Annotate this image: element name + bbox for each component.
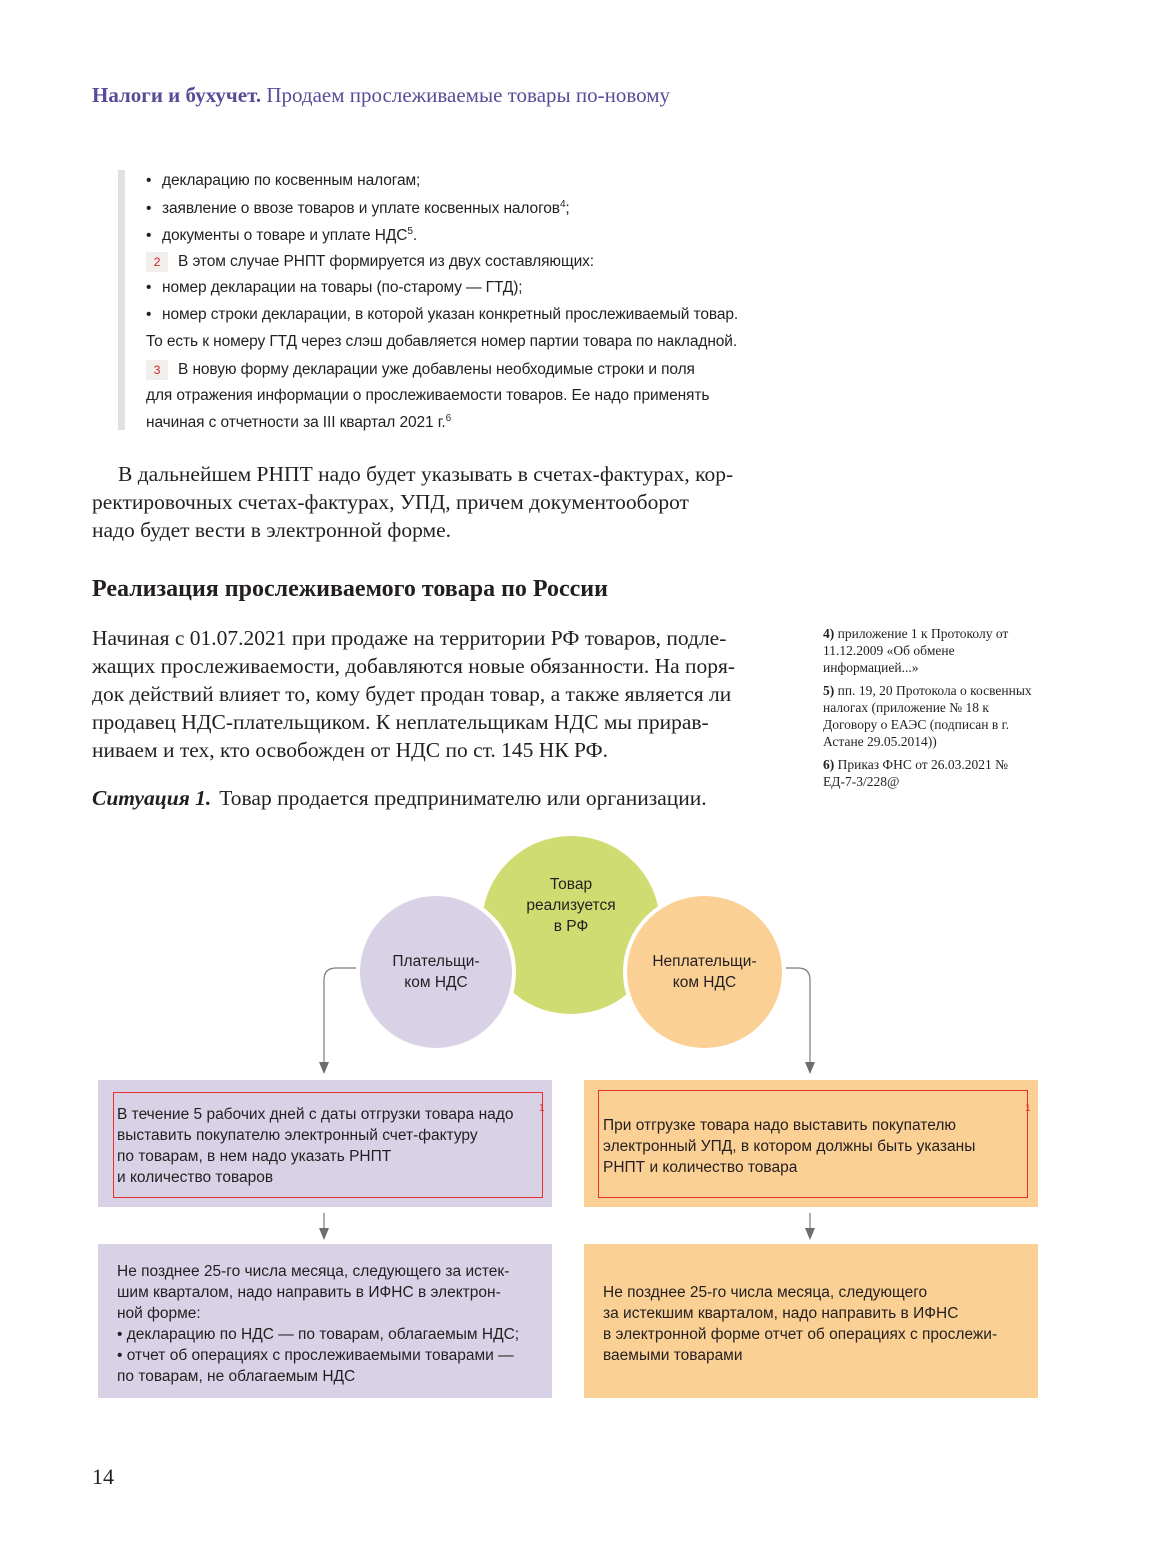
- section-heading: Реализация прослеживаемого товара по России: [92, 576, 608, 602]
- situation-text: Товар продается предпринимателю или организации.: [219, 786, 707, 810]
- box-nonpayer-report: Не позднее 25-го числа месяца, следующего за истекшим кварталом, надо направить в ИФНС в электронной форме отчет об операциях с прослежи- ваемыми товарами: [584, 1244, 1038, 1398]
- sidebox-line: • документы о товаре и уплате НДС$^5$.: [146, 226, 418, 245]
- right-arrowhead-2: [805, 1228, 815, 1240]
- left-connector: [324, 968, 356, 1062]
- box-payer-report: Не позднее 25-го числа месяца, следующего за истек- шим кварталом, надо направить в ИФНС в электрон- ной форме: • декларацию по НДС — по товарам, облагаемым НДС; • отчет об операциях с прослеживаемыми товарами — по товарам, не облагаемым НДС: [98, 1244, 552, 1398]
- circle-vat-payer: Плательщи- ком НДС: [356, 892, 516, 1052]
- sidebox-line: • номер декларации на товары (по-старому — ГТД);: [146, 279, 523, 296]
- left-arrowhead: [319, 1062, 329, 1074]
- intro-paragraph: В дальнейшем РНПТ надо будет указывать в счетах-фактурах, кор- ректировочных счетах-фактурах, УПД, причем документооборот надо будет вести в электронной форме.: [92, 462, 734, 542]
- right-arrowhead: [805, 1062, 815, 1074]
- body-paragraph: Начиная с 01.07.2021 при продаже на территории РФ товаров, подле- жащих прослеживаемости, добавляются новые обязанности. На поря- док действий влияет то, кому будет продан товар, а также является ли продавец НДС-плательщиком. К неплательщикам НДС мы прирав- ниваем и тех, кто освобожден от НДС по ст. 145 НК РФ.: [92, 626, 736, 762]
- footnote: 4) приложение 1 к Протоколу от 11.12.2009 «Об обмене информацией...»: [823, 626, 1009, 675]
- box-nonpayer-upd: 1 При отгрузке товара надо выставить покупателю электронный УПД, в котором должны быть указаны РНПТ и количество товара: [584, 1080, 1038, 1207]
- marker-2: 2: [146, 252, 168, 272]
- page-number: 14: [92, 1464, 114, 1489]
- frame-mark: 1: [539, 1103, 545, 1114]
- footnote: 5) пп. 19, 20 Протокола о косвенных налогах (приложение № 18 к Договору о ЕАЭС (подписан в г. Астане 29.05.2014)): [823, 683, 1032, 749]
- marker-3: 3: [146, 360, 168, 380]
- sidebox-line: для отражения информации о прослеживаемости товаров. Ее надо применять: [146, 387, 710, 404]
- sidebox-line: • декларацию по косвенным налогам;: [146, 172, 421, 189]
- right-connector: [786, 968, 810, 1062]
- sidebox-line: 3 В новую форму декларации уже добавлены необходимые строки и поля: [146, 360, 695, 380]
- situation-label: Ситуация 1.: [92, 786, 212, 810]
- sidebox-line: начиная с отчетности за III квартал 2021 г.$^6$: [146, 413, 452, 432]
- circle-non-vat-payer: Неплательщи- ком НДС: [623, 892, 786, 1052]
- frame-mark: 1: [1025, 1103, 1031, 1114]
- footnote: 6) Приказ ФНС от 26.03.2021 № ЕД-7-3/228@: [823, 757, 1009, 789]
- circle-goods-sold: Товар реализуется в РФ: [482, 836, 660, 1014]
- header-section: Налоги и бухучет.: [92, 83, 262, 107]
- box-payer-invoice: 1 В течение 5 рабочих дней с даты отгрузки товара надо выставить покупателю электронный счет-фактуру по товарам, в нем надо указать РНПТ и количество товаров: [98, 1080, 552, 1207]
- sidebox-line: 2 В этом случае РНПТ формируется из двух составляющих:: [146, 252, 594, 272]
- header-title: Продаем прослеживаемые товары по-новому: [266, 83, 670, 107]
- sidebox-line: • заявление о ввозе товаров и уплате косвенных налогов$^4$;: [146, 199, 570, 218]
- left-arrowhead-2: [319, 1228, 329, 1240]
- sidebox-line: То есть к номеру ГТД через слэш добавляется номер партии товара по накладной.: [146, 333, 738, 350]
- sidebox-line: • номер строки декларации, в которой указан конкретный прослеживаемый товар.: [146, 306, 739, 323]
